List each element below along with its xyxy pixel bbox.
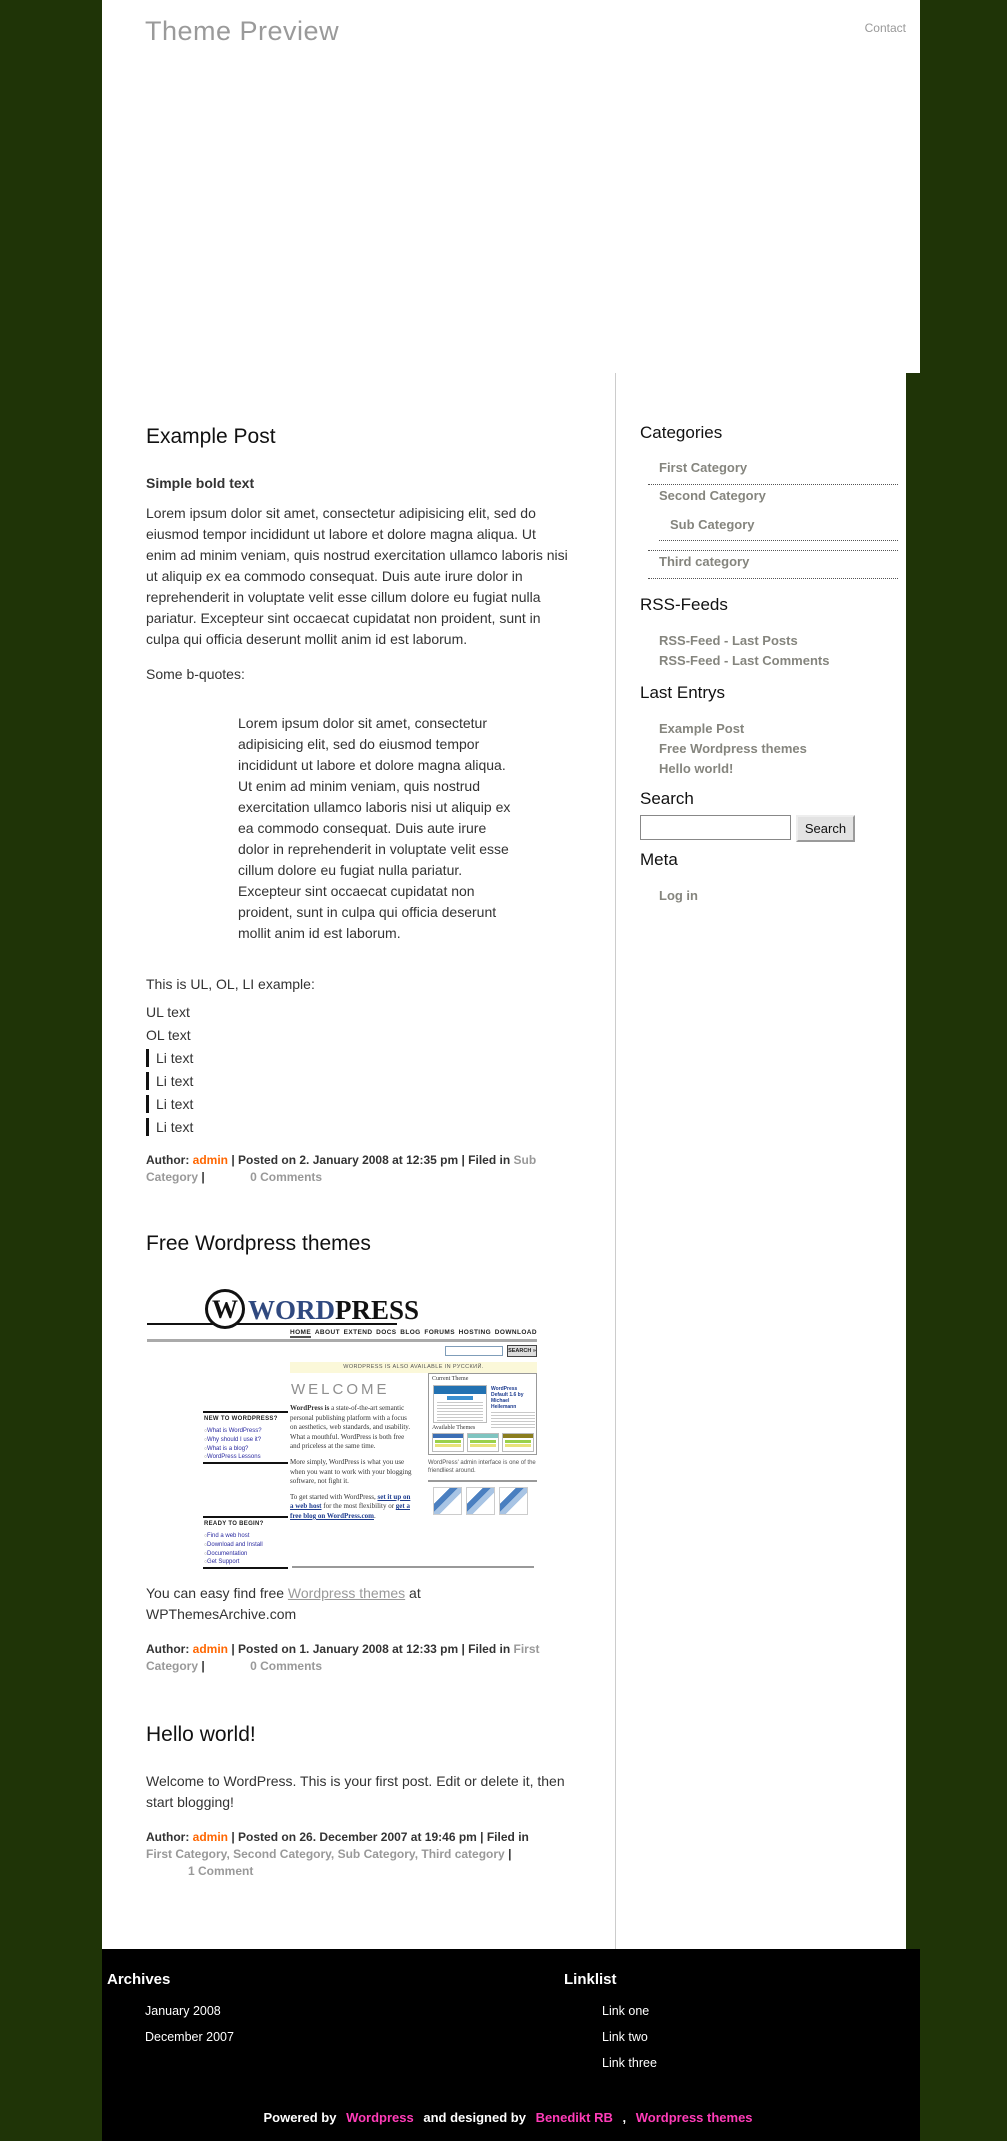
list-item: [659, 886, 884, 906]
wp-nav-hosting: HOSTING: [458, 1329, 492, 1336]
wp-theme-title: WordPress Default 1.6 by Michael Heilemann: [491, 1386, 524, 1410]
content-area: [102, 373, 920, 1949]
list-item: [659, 759, 884, 779]
wp-link: ○ What is a blog?: [204, 1445, 262, 1454]
wordmark-word: WORD: [248, 1295, 335, 1325]
wp-nav-home: HOME: [290, 1329, 312, 1336]
list-item: [659, 651, 884, 671]
wp-admin-thumbnail: [433, 1385, 487, 1423]
footer-linklist: [564, 1971, 657, 2076]
footer-credits: [102, 2110, 920, 2125]
list-item-ol: OL text: [146, 1027, 191, 1043]
list-item: [602, 2050, 657, 2076]
wp-theme-thumbnails: [432, 1433, 534, 1452]
meta-separator: |: [508, 1847, 512, 1861]
archives-list: [145, 1998, 234, 2050]
posted-on-text: | Posted on 2. January 2008 at 12:35 pm | Filed in: [231, 1153, 511, 1167]
category-item: [648, 457, 898, 485]
wp-link: ○ Get Support: [204, 1558, 263, 1567]
comma-text: ,: [622, 2110, 627, 2125]
post-caption: You can easy find free Wordpress themes at WPThemesArchive.com: [146, 1585, 421, 1622]
wp-nav-blog: BLOG: [400, 1329, 421, 1336]
rss-feeds-list: [659, 631, 884, 671]
categories-title: Categories: [640, 423, 723, 442]
archives-title: Archives: [107, 1971, 171, 1988]
comments-link[interactable]: 0 Comments: [250, 1170, 323, 1184]
rss-last-comments-link[interactable]: RSS-Feed - Last Comments: [659, 653, 830, 668]
link-two[interactable]: Link two: [602, 2030, 648, 2044]
wordmark-press: PRESS: [335, 1295, 420, 1325]
wp-card-thumb: [499, 1487, 528, 1515]
wordpress-site-screenshot: [147, 1280, 537, 1575]
meta-separator: |: [201, 1170, 205, 1184]
archive-link-january-2008[interactable]: January 2008: [145, 2004, 221, 2018]
list-item: [602, 2024, 657, 2050]
search-title: Search: [640, 789, 694, 808]
sidebar: [616, 373, 906, 1949]
wp-link: ○ What is WordPress?: [204, 1427, 262, 1436]
designer-credit-link[interactable]: Benedikt RB: [535, 2110, 613, 2125]
link-one[interactable]: Link one: [602, 2004, 650, 2018]
wp-link: ○ Documentation: [204, 1550, 263, 1559]
link-three[interactable]: Link three: [602, 2056, 657, 2070]
wp-ready-label: READY TO BEGIN?: [204, 1521, 264, 1527]
category-item: [648, 485, 898, 551]
designed-by-text: and designed by: [423, 2110, 526, 2125]
posted-on-text: | Posted on 1. January 2008 at 12:33 pm | Filed in: [231, 1642, 511, 1656]
wp-divider: [203, 1567, 288, 1569]
wp-admin-header-bar: [434, 1386, 486, 1394]
wp-theme-thumb: [502, 1433, 534, 1452]
wp-nav-about: ABOUT: [314, 1329, 340, 1336]
post-title-hello-world: Hello world!: [146, 1723, 256, 1746]
wp-welcome-heading: WELCOME: [291, 1381, 390, 1398]
footer-archives: [107, 1971, 234, 2050]
meta-separator: |: [201, 1659, 205, 1673]
list-item: [659, 719, 884, 739]
category-item: [648, 551, 898, 579]
wp-language-notice: WORDPRESS IS ALSO AVAILABLE IN РУССКИЙ.: [290, 1362, 537, 1373]
entry-link-example-post[interactable]: Example Post: [659, 721, 745, 736]
header: [102, 0, 920, 373]
wp-admin-button: [447, 1396, 473, 1400]
author-link[interactable]: admin: [192, 1830, 229, 1844]
wp-text: More simply, WordPress is what you use when you want to work with your blogging software, not fight it.: [290, 1457, 412, 1486]
list-item: Li text: [146, 1072, 570, 1090]
wp-theme-desc-lines: [491, 1412, 535, 1428]
list-item: [145, 2024, 234, 2050]
site-title: Theme Preview: [145, 16, 340, 46]
wordpress-logo-icon: W: [205, 1289, 245, 1329]
wp-link: ○ Why should I use it?: [204, 1436, 262, 1445]
wp-nav-forums: FORUMS: [424, 1329, 455, 1336]
wp-search-input: [445, 1346, 503, 1356]
wordpress-credit-link[interactable]: Wordpress: [346, 2110, 414, 2125]
author-label: Author:: [146, 1642, 190, 1656]
comments-link[interactable]: 1 Comment: [188, 1864, 254, 1878]
list-intro: This is UL, OL, LI example:: [146, 976, 315, 992]
blockquote-intro: Some b-quotes:: [146, 666, 245, 682]
post-paragraph: Welcome to WordPress. This is your first post. Edit or delete it, then start blogging!: [146, 1773, 565, 1810]
categories-list: [648, 457, 898, 579]
post-bold-text: Simple bold text: [146, 475, 255, 491]
last-entries-list: [659, 719, 884, 779]
wp-card-row: [433, 1487, 528, 1515]
post-paragraph: Lorem ipsum dolor sit amet, consectetur adipisicing elit, sed do eiusmod tempor incididunt ut labore et dolore magna aliqua. Ut enim ad minim veniam, quis nostrud exercitation ullamco laboris nisi ut aliquip ex ea commodo consequat. Duis aute irure dolor in reprehenderit in voluptate velit esse cillum dolore eu fugiat nulla pariatur. Excepteur sint occaecat cupidatat non proident, sunt in culpa qui officia deserunt mollit anim id est laborum.: [146, 505, 568, 647]
entry-link-hello-world[interactable]: Hello world!: [659, 761, 734, 776]
rss-last-posts-link[interactable]: RSS-Feed - Last Posts: [659, 633, 798, 648]
sub-category-item: [659, 515, 898, 541]
right-green-strip: [906, 373, 920, 1949]
posts-column: [102, 373, 616, 1949]
search-button[interactable]: Search: [796, 815, 855, 842]
list-item: Li text: [146, 1118, 570, 1136]
wp-nav-bar: [290, 1329, 537, 1338]
wp-new-links: [204, 1427, 262, 1462]
wp-theme-thumb: [467, 1433, 499, 1452]
author-link[interactable]: admin: [192, 1153, 229, 1167]
wp-nav-extend: EXTEND: [343, 1329, 373, 1336]
wp-freeblog-link: get a free blog on WordPress.com: [290, 1502, 410, 1520]
list-item: [602, 1998, 657, 2024]
wp-text: a state-of-the-art semantic personal publishing platform with a focus on aesthetics, web standards, and usability. What a mouthful. WordPress is both free and priceless at the same time.: [290, 1404, 411, 1451]
contact-link[interactable]: Contact: [864, 21, 906, 35]
post-meta: [146, 1152, 558, 1186]
post-meta: [146, 1641, 558, 1675]
page-container: [102, 0, 920, 2141]
wp-divider: [428, 1480, 537, 1482]
posted-on-text: | Posted on 26. December 2007 at 19:46 pm | Filed in: [231, 1830, 529, 1844]
wp-theme-info: [491, 1386, 535, 1428]
wp-link: ○ Download and Install: [204, 1541, 263, 1550]
sub-category-list: [659, 515, 898, 541]
wp-divider: [203, 1411, 288, 1413]
wordpress-themes-link[interactable]: Wordpress themes: [287, 1585, 406, 1601]
list-item: Li text: [146, 1049, 570, 1067]
entry-link-free-themes[interactable]: Free Wordpress themes: [659, 741, 807, 756]
wordpress-themes-credit-link[interactable]: Wordpress themes: [635, 2110, 753, 2125]
meta-title: Meta: [640, 850, 678, 869]
list-item: [659, 739, 884, 759]
wp-divider: [203, 1462, 288, 1464]
wp-text: To get started with WordPress, set it up on a web host for the most flexibility or get a free blog on WordPress.com.: [290, 1492, 411, 1520]
post-title-example-post: Example Post: [146, 425, 276, 448]
powered-by-text: Powered by: [263, 2110, 337, 2125]
wp-admin-caption: WordPress' admin interface is one of the friendliest around.: [428, 1460, 536, 1474]
wp-current-theme-box: [428, 1373, 537, 1455]
author-link[interactable]: admin: [192, 1642, 229, 1656]
category-link-third[interactable]: Third category: [659, 554, 750, 569]
wordpress-wordmark: [248, 1295, 419, 1326]
post-title-free-themes: Free Wordpress themes: [146, 1232, 371, 1255]
wp-nav-download: DOWNLOAD: [494, 1329, 537, 1336]
wp-setup-link: set it up on a web host: [290, 1492, 411, 1511]
category-links[interactable]: First Category, Second Category, Sub Category, Third category: [146, 1847, 505, 1861]
category-link-sub[interactable]: Sub Category: [670, 517, 755, 532]
wp-text-bold: WordPress is: [290, 1404, 330, 1412]
archive-link-december-2007[interactable]: December 2007: [145, 2030, 234, 2044]
wp-new-label: NEW TO WORDPRESS?: [204, 1416, 278, 1422]
list-item: Li text: [146, 1095, 570, 1113]
wp-available-themes-label: Available Themes: [432, 1425, 476, 1431]
category-link[interactable]: First Category: [146, 1642, 540, 1673]
author-label: Author:: [146, 1153, 190, 1167]
list-item: [145, 1998, 234, 2024]
wp-welcome-text: [290, 1404, 414, 1528]
category-link-first[interactable]: First Category: [659, 460, 748, 475]
wp-divider: [292, 1566, 534, 1568]
wp-ready-links: [204, 1532, 263, 1567]
wp-search-button: SEARCH »: [507, 1345, 537, 1357]
log-in-link[interactable]: Log in: [659, 888, 698, 903]
wp-link: ○ WordPress Lessons: [204, 1453, 262, 1462]
wp-admin-text-lines: [437, 1402, 483, 1422]
linklist-list: [602, 1998, 657, 2076]
list-item-ul: UL text: [146, 1004, 190, 1020]
search-input[interactable]: [640, 815, 791, 840]
author-label: Author:: [146, 1830, 190, 1844]
rss-feeds-title: RSS-Feeds: [640, 595, 728, 614]
linklist-title: Linklist: [564, 1971, 617, 1988]
wp-current-theme-label: Current Theme: [432, 1376, 469, 1382]
wp-divider: [203, 1516, 288, 1518]
wp-card-thumb: [433, 1487, 462, 1515]
comments-link[interactable]: 0 Comments: [250, 1659, 323, 1673]
search-form: [640, 815, 884, 842]
blockquote: Lorem ipsum dolor sit amet, consectetur adipisicing elit, sed do eiusmod tempor incididunt ut labore et dolore magna aliqua. Ut enim ad minim veniam, quis nostrud exercitation ullamco laboris nisi ut aliquip ex ea commodo consequat. Duis aute irure dolor in reprehenderit in voluptate velit esse cillum dolore eu fugiat nulla pariatur. Excepteur sint occaecat cupidatat non proident, sunt in culpa qui officia deserunt mollit anim id est laborum.: [238, 715, 511, 941]
footer: [102, 1949, 920, 2141]
post-meta: [146, 1829, 558, 1880]
last-entries-title: Last Entrys: [640, 683, 726, 702]
wp-theme-thumb: [432, 1433, 464, 1452]
wp-link: ○ Find a web host: [204, 1532, 263, 1541]
wp-nav-rule: [147, 1339, 537, 1342]
demo-list: [146, 1003, 570, 1136]
meta-list: [659, 886, 884, 906]
wp-card-thumb: [466, 1487, 495, 1515]
list-item: [659, 631, 884, 651]
category-link[interactable]: Sub Category: [146, 1153, 537, 1184]
category-link-second[interactable]: Second Category: [659, 488, 766, 503]
wp-nav-docs: DOCS: [376, 1329, 397, 1336]
